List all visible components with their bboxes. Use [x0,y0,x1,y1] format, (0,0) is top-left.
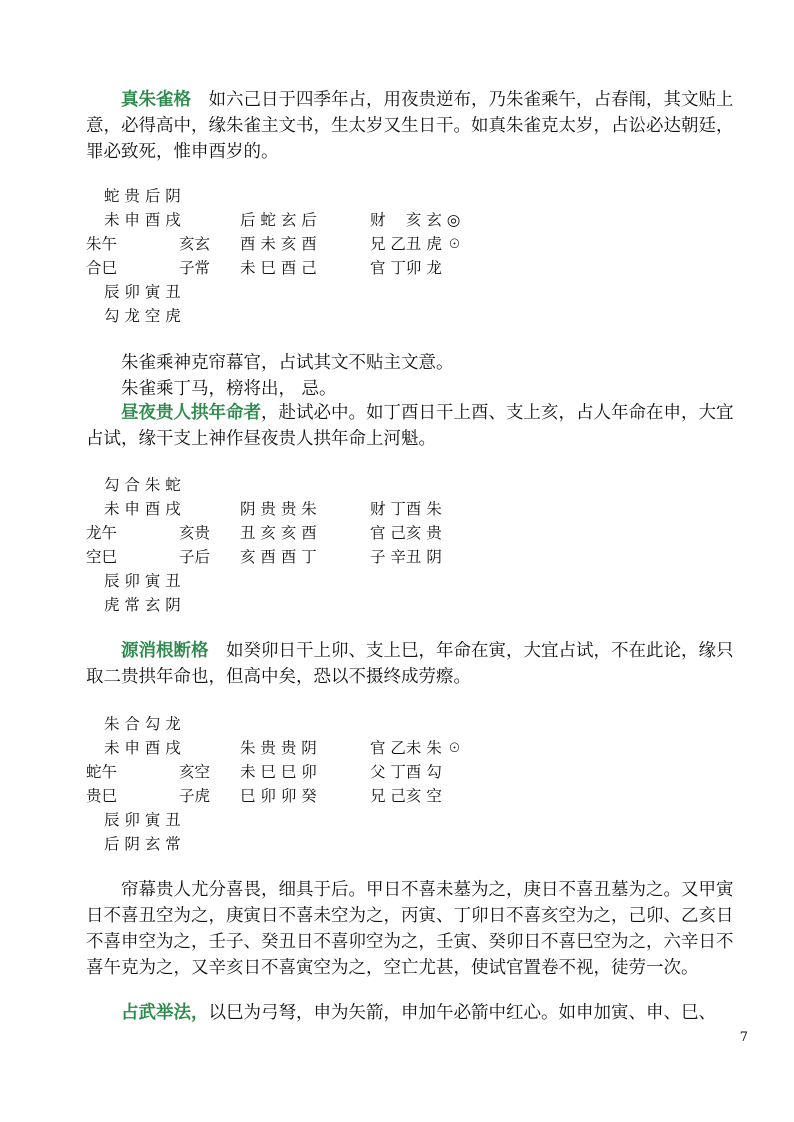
section-military-exam [86,1000,750,1026]
chart-row: 虎 常 玄 阴 [104,596,181,614]
chart-col2: 阴 贵 贵 朱 [240,500,317,518]
chart-col3: 官 丁卯 龙 [370,259,442,277]
chart-row: 辰 卯 寅 丑 [104,811,181,829]
section-source-root-broken [86,638,750,690]
paragraph-curtain-noble: 帘幕贵人尤分喜畏，细具于后。甲日不喜未墓为之，庚日不喜丑墓为之。又甲寅日不喜丑空为之，庚寅日不喜未空为之，丙寅、丁卯日不喜亥空为之，己卯、乙亥日不喜申空为之，壬子、癸丑日不喜卯空为之，壬寅、癸卯日不喜巳空为之，六辛日不喜午克为之，又辛亥日不喜寅空为之，空亡尤甚，使试官置卷不视，徒劳一次。 [86,880,734,978]
chart-col3: 财 丁酉 朱 [370,500,442,518]
chart-col3: 父 丁酉 勾 [370,763,442,781]
chart-row: 朱 合 勾 龙 [104,715,181,733]
chart-col3: 兄 乙丑 虎 ☉ [370,235,463,253]
chart-col3: 官 乙未 朱 ☉ [370,739,463,757]
section-text: 如癸卯日干上卯、支上巳，年命在寅，大宜占试，不在此论，缘只取二贵拱年命也，但高中矣，恐以不摄终成劳瘵。 [86,641,734,687]
chart-row: 蛇 贵 后 阴 [104,187,181,205]
chart-row: 未 申 酉 戌 [104,211,181,229]
page-number: 7 [739,1030,748,1045]
chart-col2: 朱 贵 贵 阴 [240,739,317,757]
chart-row: 空巳 子后 [86,548,211,566]
chart-col2: 亥 酉 酉 丁 [240,548,317,566]
section-day-night-noble [86,400,750,452]
section-text: 以巳为弓弩，申为矢箭，申加午必箭中红心。如申加寅、申、巳、 [208,1003,716,1023]
heading-military-exam: 占武举法， [121,1003,209,1023]
chart-row: 勾 合 朱 蛇 [104,476,181,494]
chart-col2: 后 蛇 玄 后 [240,211,317,229]
chart-row: 贵巳 子虎 [86,787,211,805]
chart-col2: 未 巳 巳 卯 [240,763,317,781]
section-text: ，赴试必中。如丁酉日干上酉、支上亥，占人年命在申，大宜占试，缘干支上神作昼夜贵人拱年命上河魁。 [86,403,734,449]
chart-row: 勾 龙 空 虎 [104,307,181,325]
note-1: 朱雀乘神克帘幕官，占试其文不贴主文意。 [121,353,454,373]
chart-row: 后 阴 玄 常 [104,835,181,853]
heading-day-night-noble: 昼夜贵人拱年命者 [121,403,261,423]
chart-col3: 财 亥 玄 ◎ [370,211,461,229]
chart-row: 龙午 亥贵 [86,524,211,542]
chart-col2: 酉 未 亥 酉 [240,235,317,253]
chart-row: 朱午 亥玄 [86,235,211,253]
chart-row: 辰 卯 寅 丑 [104,283,181,301]
note-2: 朱雀乘丁马，榜将出， 忌。 [121,379,337,399]
chart-row: 合巳 子常 [86,259,211,277]
heading-true-vermilion-bird: 真朱雀格 [121,90,191,110]
chart-col2: 未 巳 酉 己 [240,259,317,277]
chart-col2: 丑 亥 亥 酉 [240,524,317,542]
section-true-vermilion-bird [86,87,750,165]
chart-col3: 子 辛丑 阴 [370,548,442,566]
section-text: 如六己日于四季年占，用夜贵逆布，乃朱雀乘午，占春闱，其文贴上意，必得高中，缘朱雀主文书，生太岁又生日干。如真朱雀克太岁，占讼必达朝廷，罪必致死，惟申酉岁的。 [86,90,734,162]
chart-col3: 兄 己亥 空 [370,787,442,805]
chart-row: 蛇午 亥空 [86,763,211,781]
chart-col2: 巳 卯 卯 癸 [240,787,317,805]
chart-row: 未 申 酉 戌 [104,500,181,518]
heading-source-root-broken: 源消根断格 [121,641,209,661]
chart-col3: 官 己亥 贵 [370,524,442,542]
chart-row: 未 申 酉 戌 [104,739,181,757]
chart-row: 辰 卯 寅 丑 [104,572,181,590]
